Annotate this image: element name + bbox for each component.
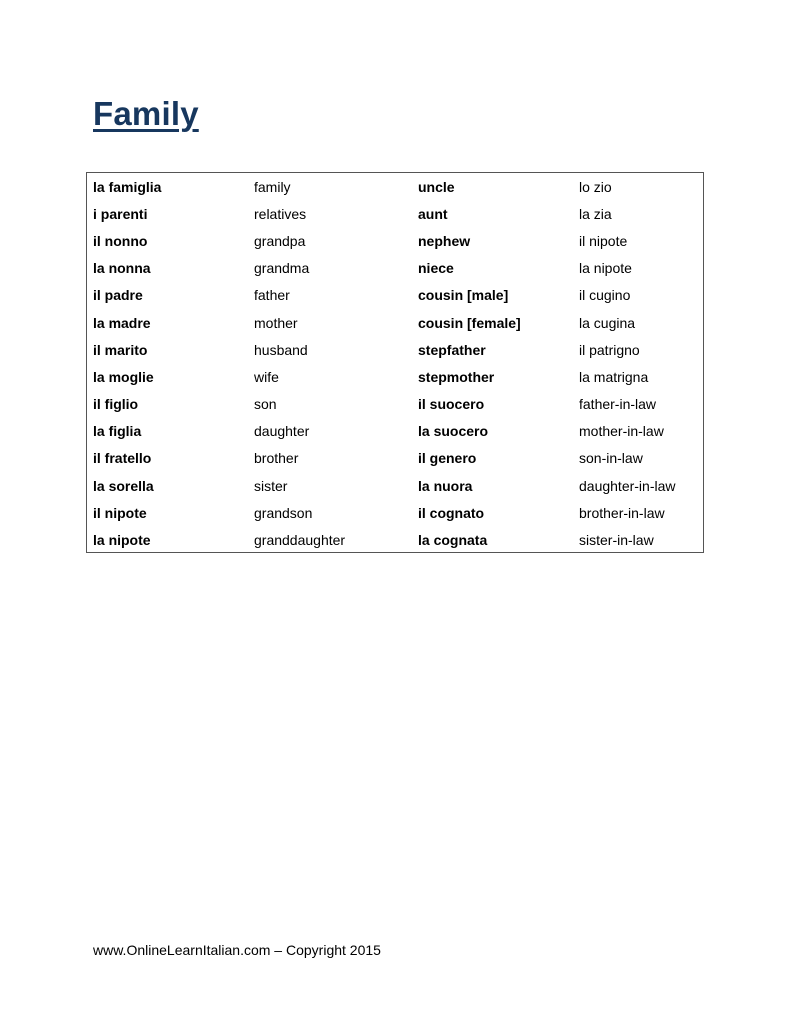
english-translation: son	[254, 396, 277, 413]
second-term: stepfather	[418, 341, 486, 358]
italian-term: la nipote	[93, 532, 151, 549]
english-translation: family	[254, 178, 291, 195]
table-row	[93, 173, 699, 200]
italian-term: la figlia	[93, 423, 142, 440]
second-term: niece	[418, 260, 454, 277]
italian-term: la famiglia	[93, 178, 162, 195]
italian-term: la sorella	[93, 477, 154, 494]
italian-term: il fratello	[93, 450, 152, 467]
italian-term: il padre	[93, 287, 143, 304]
second-term: il cognato	[418, 504, 485, 521]
second-translation: brother-in-law	[579, 504, 665, 521]
vocabulary-table-box	[86, 172, 704, 553]
second-translation: la nipote	[579, 260, 632, 277]
table-row	[93, 391, 699, 418]
italian-term: il nipote	[93, 504, 147, 521]
second-term: cousin [male]	[418, 287, 509, 304]
english-translation: sister	[254, 477, 288, 494]
english-translation: grandma	[254, 260, 310, 277]
table-row	[93, 418, 699, 445]
english-translation: grandson	[254, 504, 313, 521]
english-translation: brother	[254, 450, 299, 467]
italian-term: il figlio	[93, 396, 139, 413]
second-term: il suocero	[418, 396, 485, 413]
vocabulary-table	[93, 173, 699, 554]
copyright-footer: www.OnlineLearnItalian.com – Copyright 2015	[93, 942, 381, 958]
english-translation: husband	[254, 341, 308, 358]
second-term: stepmother	[418, 368, 495, 385]
english-translation: grandpa	[254, 232, 306, 249]
english-translation: mother	[254, 314, 298, 331]
second-term: la cognata	[418, 532, 488, 549]
second-translation: sister-in-law	[579, 532, 654, 549]
italian-term: i parenti	[93, 205, 148, 222]
second-term: il genero	[418, 450, 477, 467]
table-row	[93, 200, 699, 227]
page-title: Family	[93, 95, 199, 132]
table-row	[93, 255, 699, 282]
second-translation: il nipote	[579, 232, 628, 249]
vocabulary-table-body	[93, 173, 699, 554]
table-row	[93, 499, 699, 526]
italian-term: la moglie	[93, 368, 154, 385]
second-translation: son-in-law	[579, 450, 643, 467]
english-translation: father	[254, 287, 290, 304]
table-row	[93, 363, 699, 390]
second-term: uncle	[418, 178, 455, 195]
english-translation: wife	[254, 368, 279, 385]
italian-term: il nonno	[93, 232, 148, 249]
table-row	[93, 309, 699, 336]
second-term: nephew	[418, 232, 471, 249]
table-row	[93, 526, 699, 553]
table-row	[93, 472, 699, 499]
second-translation: lo zio	[579, 178, 612, 195]
italian-term: il marito	[93, 341, 148, 358]
table-row	[93, 336, 699, 363]
second-translation: la matrigna	[579, 368, 649, 385]
english-translation: granddaughter	[254, 532, 346, 549]
table-row	[93, 445, 699, 472]
second-translation: la zia	[579, 205, 612, 222]
english-translation: relatives	[254, 205, 307, 222]
second-term: la nuora	[418, 477, 473, 494]
second-translation: daughter-in-law	[579, 477, 676, 494]
second-term: cousin [female]	[418, 314, 521, 331]
table-row	[93, 227, 699, 254]
second-term: la suocero	[418, 423, 489, 440]
italian-term: la nonna	[93, 260, 151, 277]
table-row	[93, 282, 699, 309]
second-translation: il cugino	[579, 287, 631, 304]
second-translation: la cugina	[579, 314, 636, 331]
second-term: aunt	[418, 205, 448, 222]
english-translation: daughter	[254, 423, 310, 440]
second-translation: father-in-law	[579, 396, 657, 413]
second-translation: mother-in-law	[579, 423, 664, 440]
italian-term: la madre	[93, 314, 151, 331]
second-translation: il patrigno	[579, 341, 640, 358]
